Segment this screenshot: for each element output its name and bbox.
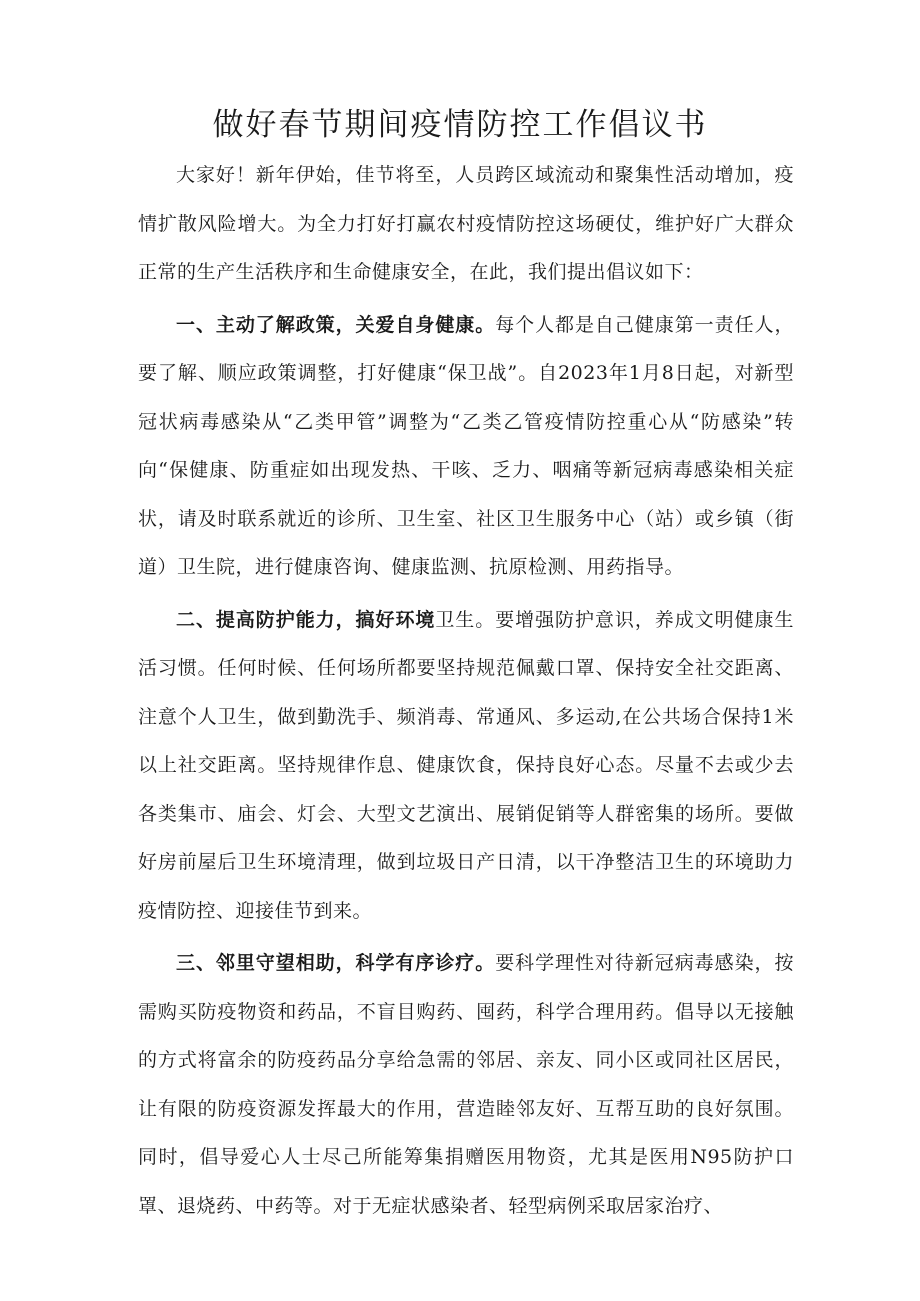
paragraph-lead: 三、邻里守望相助，科学有序诊疗。 <box>176 952 496 974</box>
paragraph-text: 卫生。要增强防护意识，养成文明健康生活习惯。任何时候、任何场所都要坚持规范佩戴口罩、保持安全社交距离、注意个人卫生，做到勤洗手、频消毒、常通风、多运动,在公共场合保持1米以上社交距离。坚持规律作息、健康饮食，保持良好心态。尽量不去或少去各类集市、庙会、灯会、大型文艺演出、展销促销等人群密集的场所。要做好房前屋后卫生环境清理，做到垃圾日产日清，以干净整洁卫生的环境助力疫情防控、迎接佳节到来。 <box>138 608 794 922</box>
document-body <box>138 151 794 1230</box>
paragraph-greeting <box>138 151 794 297</box>
paragraph-text: 大家好！新年伊始，佳节将至，人员跨区域流动和聚集性活动增加，疫情扩散风险增大。为全力打好打赢农村疫情防控这场硬仗，维护好广大群众正常的生产生活秩序和生命健康安全，在此，我们提出倡议如下： <box>138 164 794 283</box>
paragraph-lead: 二、提高防护能力，搞好环境 <box>176 608 436 631</box>
paragraph-lead: 一、主动了解政策，关爱自身健康。 <box>176 313 496 336</box>
paragraph-policy <box>138 301 794 592</box>
paragraph-text: 每个人都是自己健康第一责任人，要了解、顺应政策调整，打好健康“保卫战”。自2023年1月8日起，对新型冠状病毒感染从“乙类甲管”调整为“乙类乙管疫情防控重心从“防感染”转向“保健康、防重症如出现发热、干咳、乏力、咽痛等新冠病毒感染相关症状，请及时联系就近的诊所、卫生室、社区卫生服务中心（站）或乡镇（街道）卫生院，进行健康咨询、健康监测、抗原检测、用药指导。 <box>138 313 794 578</box>
document-title: 做好春节期间疫情防控工作倡议书 <box>212 107 708 143</box>
paragraph-neighbors <box>138 939 794 1230</box>
paragraph-protection <box>138 596 794 936</box>
paragraph-text: 要科学理性对待新冠病毒感染，按需购买防疫物资和药品，不盲目购药、囤药，科学合理用药。倡导以无接触的方式将富余的防疫药品分享给急需的邻居、亲友、同小区或同社区居民，让有限的防疫资源发挥最大的作用，营造睦邻友好、互帮互助的良好氛围。同时，倡导爱心人士尽己所能筹集捐赠医用物资，尤其是医用N95防护口罩、退烧药、中药等。对于无症状感染者、轻型病例采取居家治疗、 <box>138 952 794 1217</box>
